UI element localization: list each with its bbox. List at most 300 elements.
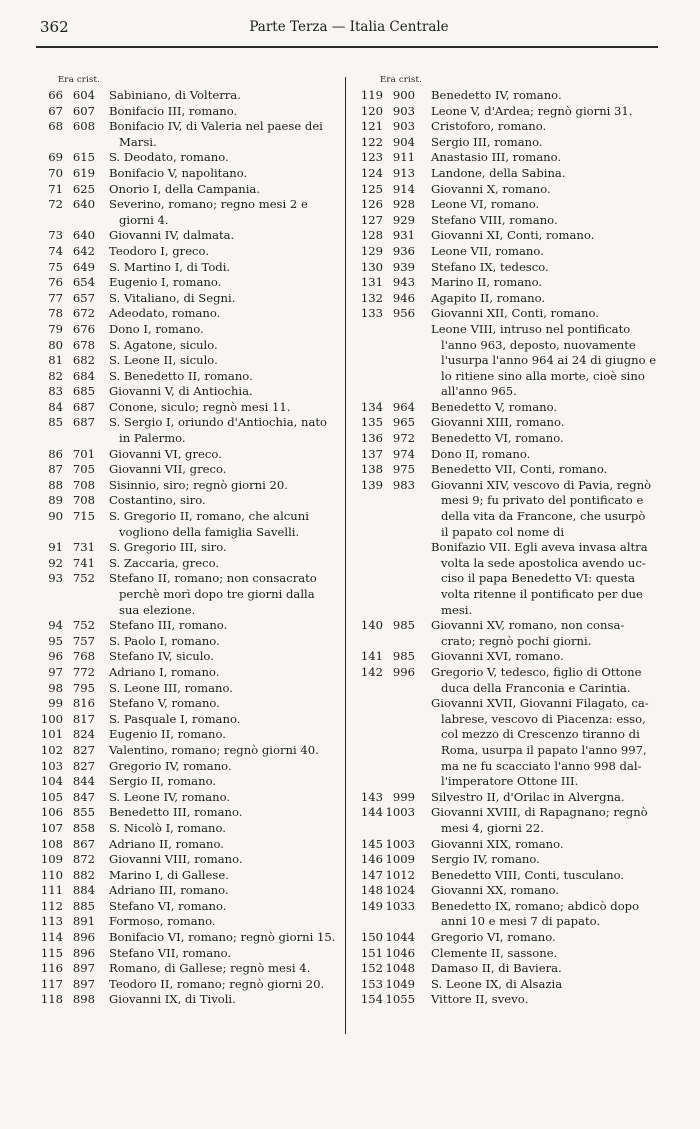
pope-number: 95 <box>48 633 63 648</box>
entry-text <box>431 275 661 291</box>
entry-text <box>431 447 661 463</box>
text-line: Giovanni XIII, romano. <box>431 415 565 430</box>
year: 687 <box>72 415 95 430</box>
year: 741 <box>72 555 95 570</box>
pope-entry <box>30 306 342 322</box>
pope-number: 84 <box>48 399 63 414</box>
pope-entry <box>30 618 342 634</box>
year: 1049 <box>385 976 415 991</box>
text-line: mesi 9; fu privato del pontificato e <box>441 493 644 508</box>
note-entry <box>356 540 661 618</box>
pope-entry <box>356 415 661 431</box>
entry-text <box>109 540 342 556</box>
year: 844 <box>72 774 95 789</box>
pope-entry <box>30 930 342 946</box>
right-column <box>356 74 661 1008</box>
text-line: Stefano III, romano. <box>109 618 228 633</box>
pope-number: 126 <box>360 197 383 212</box>
pope-entry <box>356 478 661 540</box>
pope-number: 80 <box>48 337 63 352</box>
pope-number: 102 <box>40 742 63 757</box>
year: 929 <box>392 212 415 227</box>
year: 640 <box>72 228 95 243</box>
text-line: Benedetto VI, romano. <box>431 431 564 446</box>
pope-number: 85 <box>48 415 63 430</box>
pope-number: 146 <box>360 852 383 867</box>
pope-number: 107 <box>40 820 63 835</box>
pope-entry <box>30 353 342 369</box>
text-line: lo ritiene sino alla morte, cioè sino <box>441 368 645 383</box>
pope-entry <box>30 914 342 930</box>
text-line: l'usurpa l'anno 964 ai 24 di giugno e <box>441 353 657 368</box>
pope-number: 134 <box>360 399 383 414</box>
text-line: S. Paolo I, romano. <box>109 633 220 648</box>
pope-entry <box>30 992 342 1008</box>
pope-entry <box>30 493 342 509</box>
entry-text <box>109 400 342 416</box>
text-line: Adriano III, romano. <box>109 883 229 898</box>
pope-entry <box>356 883 661 899</box>
pope-entry <box>356 135 661 151</box>
pope-entry <box>30 805 342 821</box>
pope-entry <box>30 649 342 665</box>
text-line: Stefano VI, romano. <box>109 898 227 913</box>
text-line: Teodoro II, romano; regnò giorni 20. <box>109 976 325 991</box>
text-line: S. Leone IV, romano. <box>109 789 231 804</box>
entry-text <box>109 369 342 385</box>
year: 1044 <box>385 930 415 945</box>
year: 824 <box>72 727 95 742</box>
pope-entry <box>30 182 342 198</box>
pope-entry <box>30 119 342 150</box>
entry-text <box>431 182 661 198</box>
entry-text <box>431 462 661 478</box>
year: 1033 <box>385 898 415 913</box>
entry-text <box>431 228 661 244</box>
text-line: Sisinnio, siro; regnò giorni 20. <box>109 477 288 492</box>
pope-number: 87 <box>48 462 63 477</box>
entry-text <box>431 135 661 151</box>
text-line: Giovanni XI, Conti, romano. <box>431 228 595 243</box>
text-line: S. Pasquale I, romano. <box>109 711 241 726</box>
pope-entry <box>30 556 342 572</box>
year: 975 <box>392 462 415 477</box>
text-line: Stefano VII, romano. <box>109 945 232 960</box>
pope-entry <box>356 119 661 135</box>
entry-text <box>431 104 661 120</box>
pope-number: 75 <box>48 259 63 274</box>
entry-text <box>109 774 342 790</box>
year: 964 <box>392 399 415 414</box>
text-line: Giovanni VII, greco. <box>109 462 227 477</box>
entry-text <box>109 306 342 322</box>
entry-text <box>109 571 342 618</box>
pope-number: 106 <box>40 805 63 820</box>
pope-entry <box>30 883 342 899</box>
pope-entry <box>30 291 342 307</box>
entry-text <box>109 681 342 697</box>
text-line: Adriano II, romano. <box>109 836 224 851</box>
entry-text <box>431 88 661 104</box>
pope-number: 105 <box>40 789 63 804</box>
pope-entry <box>30 759 342 775</box>
text-line: Giovanni XVII, Giovanni Filagato, ca- <box>431 696 649 711</box>
pope-number: 150 <box>360 930 383 945</box>
text-line: Giovanni XVIII, di Rapagnano; regnò <box>431 805 648 820</box>
year: 946 <box>392 290 415 305</box>
year: 956 <box>392 306 415 321</box>
text-line: S. Benedetto II, romano. <box>109 368 253 383</box>
pope-number: 129 <box>360 243 383 258</box>
entry-text <box>109 415 342 446</box>
pope-number: 67 <box>48 103 63 118</box>
pope-entry <box>356 182 661 198</box>
text-line: S. Nicolò I, romano. <box>109 820 226 835</box>
text-line: volta ritenne il pontificato per due <box>441 587 643 601</box>
text-line: Sergio II, romano. <box>109 774 217 789</box>
year: 900 <box>392 88 415 102</box>
pope-entry <box>356 961 661 977</box>
text-line: Landone, della Sabina. <box>431 165 566 180</box>
pope-number: 152 <box>360 961 383 976</box>
entry-text <box>431 540 661 618</box>
pope-number: 70 <box>48 165 63 180</box>
year: 615 <box>72 150 95 165</box>
entry-text <box>109 338 342 354</box>
text-line: Giovanni IV, dalmata. <box>109 228 235 243</box>
entry-text <box>109 275 342 291</box>
text-line: S. Martino I, di Todi. <box>109 259 231 274</box>
year: 847 <box>72 789 95 804</box>
pope-entry <box>30 743 342 759</box>
pope-number: 142 <box>360 664 383 679</box>
entry-text <box>109 197 342 228</box>
year: 708 <box>72 477 95 492</box>
pope-number: 148 <box>360 883 383 898</box>
text-line: Giovanni XVI, romano. <box>431 649 564 664</box>
year: 885 <box>72 898 95 913</box>
pope-entry <box>30 712 342 728</box>
text-line: Marino II, romano. <box>431 275 543 290</box>
entry-text <box>109 914 342 930</box>
text-line: Bonifacio IV, di Valeria nel paese dei <box>109 119 323 134</box>
text-line: il papato col nome di <box>441 524 565 539</box>
entry-text <box>109 353 342 369</box>
pope-number: 99 <box>48 696 63 711</box>
text-line: S. Vitaliano, di Segni. <box>109 290 236 305</box>
pope-number: 127 <box>360 212 383 227</box>
year: 649 <box>72 259 95 274</box>
pope-entry <box>356 228 661 244</box>
year: 913 <box>392 165 415 180</box>
pope-number: 118 <box>40 992 63 1007</box>
entry-text <box>431 852 661 868</box>
entry-text <box>109 899 342 915</box>
pope-number: 147 <box>360 867 383 882</box>
entry-text <box>109 291 342 307</box>
year: 936 <box>392 243 415 258</box>
text-line: giorni 4. <box>119 212 169 227</box>
pope-entry <box>30 322 342 338</box>
entry-text <box>109 478 342 494</box>
pope-entry <box>356 805 661 836</box>
text-line: Eugenio I, romano. <box>109 275 222 290</box>
pope-number: 73 <box>48 228 63 243</box>
pope-entry <box>356 275 661 291</box>
pope-entry <box>356 260 661 276</box>
text-line: Adeodato, romano. <box>109 306 221 321</box>
text-line: Onorio I, della Campania. <box>109 181 260 196</box>
year: 1012 <box>385 867 415 882</box>
running-title: Parte Terza — Italia Centrale <box>249 19 449 35</box>
pope-entry <box>30 540 342 556</box>
entry-text <box>109 712 342 728</box>
entry-text <box>109 634 342 650</box>
year: 972 <box>392 431 415 446</box>
text-line: Stefano V, romano. <box>109 696 220 711</box>
pope-entry <box>30 665 342 681</box>
pope-entry <box>356 837 661 853</box>
pope-number: 74 <box>48 243 63 258</box>
pope-number: 153 <box>360 976 383 991</box>
pope-entry <box>30 244 342 260</box>
text-line: Stefano IX, tedesco. <box>431 259 549 274</box>
text-line: S. Leone II, siculo. <box>109 353 218 368</box>
text-line: Costantino, siro. <box>109 493 206 508</box>
pope-entry <box>356 213 661 229</box>
entry-text <box>109 852 342 868</box>
entry-text <box>431 837 661 853</box>
pope-entry <box>30 369 342 385</box>
pope-number: 96 <box>48 649 63 664</box>
entry-text <box>109 493 342 509</box>
text-line: Benedetto VII, Conti, romano. <box>431 462 608 477</box>
year: 685 <box>72 384 95 399</box>
entry-text <box>431 400 661 416</box>
pope-number: 151 <box>360 945 383 960</box>
entry-text <box>431 649 661 665</box>
entry-text <box>431 166 661 182</box>
column-divider <box>345 77 346 1034</box>
entry-text <box>109 837 342 853</box>
note-entry <box>356 322 661 400</box>
pope-number: 133 <box>360 306 383 321</box>
pope-number: 92 <box>48 555 63 570</box>
pope-number: 68 <box>48 119 63 134</box>
entry-text <box>431 618 661 649</box>
pope-number: 115 <box>40 945 63 960</box>
year: 939 <box>392 259 415 274</box>
pope-number: 121 <box>360 119 383 134</box>
entry-text <box>431 868 661 884</box>
pope-entry <box>30 868 342 884</box>
entry-text <box>431 977 661 993</box>
pope-entry <box>30 260 342 276</box>
year: 914 <box>392 181 415 196</box>
text-line: Stefano II, romano; non consacrato <box>109 571 317 586</box>
pope-entry <box>356 665 661 696</box>
pope-entry <box>30 150 342 166</box>
pope-number: 137 <box>360 446 383 461</box>
year: 715 <box>72 509 95 524</box>
text-line: Giovanni V, di Antiochia. <box>109 384 253 399</box>
entry-text <box>109 946 342 962</box>
text-line: labrese, vescovo di Piacenza: esso, <box>441 711 646 726</box>
year: 996 <box>392 664 415 679</box>
text-line: Romano, di Gallese; regnò mesi 4. <box>109 961 311 976</box>
text-line: Leone VIII, intruso nel pontificato <box>431 321 631 336</box>
entry-text <box>109 88 342 104</box>
text-line: Silvestro II, d'Orilac in Alvergna. <box>431 789 625 804</box>
year: 672 <box>72 306 95 321</box>
pope-entry <box>356 447 661 463</box>
pope-number: 111 <box>40 883 63 898</box>
pope-entry <box>30 852 342 868</box>
pope-entry <box>356 150 661 166</box>
year: 657 <box>72 290 95 305</box>
pope-number: 119 <box>360 88 383 102</box>
page-number: 362 <box>40 18 69 36</box>
pope-entry <box>30 696 342 712</box>
pope-entry <box>356 868 661 884</box>
pope-entry <box>30 509 342 540</box>
pope-number: 135 <box>360 415 383 430</box>
text-line: S. Leone III, romano. <box>109 680 233 695</box>
pope-number: 113 <box>40 914 63 929</box>
pope-number: 100 <box>40 711 63 726</box>
entry-text <box>431 431 661 447</box>
year: 772 <box>72 664 95 679</box>
pope-entry <box>30 774 342 790</box>
pope-entry <box>356 462 661 478</box>
text-line: mesi. <box>441 602 473 617</box>
text-line: S. Gregorio III, siro. <box>109 540 227 555</box>
text-line: Stefano IV, siculo. <box>109 649 214 664</box>
text-line: Conone, siculo; regnò mesi 11. <box>109 399 291 414</box>
text-line: l'anno 963, deposto, nuovamente <box>441 337 636 352</box>
pope-number: 78 <box>48 306 63 321</box>
entry-text <box>109 166 342 182</box>
entry-text <box>431 665 661 696</box>
entry-text <box>431 805 661 836</box>
year: 898 <box>72 992 95 1007</box>
pope-number: 108 <box>40 836 63 851</box>
year: 608 <box>72 119 95 134</box>
pope-number: 149 <box>360 898 383 913</box>
entry-text <box>109 260 342 276</box>
entry-text <box>431 961 661 977</box>
pope-entry <box>356 431 661 447</box>
pope-entry <box>356 992 661 1008</box>
entry-text <box>431 883 661 899</box>
pope-number: 120 <box>360 103 383 118</box>
year: 858 <box>72 820 95 835</box>
pope-number: 79 <box>48 321 63 336</box>
pope-entry <box>30 197 342 228</box>
year: 604 <box>72 88 95 102</box>
pope-entry <box>30 946 342 962</box>
pope-number: 130 <box>360 259 383 274</box>
entry-text <box>431 478 661 540</box>
text-line: Marino I, di Gallese. <box>109 867 229 882</box>
entry-text <box>431 415 661 431</box>
pope-number: 117 <box>40 976 63 991</box>
pope-entry <box>30 961 342 977</box>
year: 687 <box>72 399 95 414</box>
year: 731 <box>72 540 95 555</box>
entry-text <box>109 930 342 946</box>
text-line: col mezzo di Crescenzo tiranno di <box>441 727 640 742</box>
year: 1048 <box>385 961 415 976</box>
entry-text <box>109 977 342 993</box>
text-line: duca della Franconia e Carintia. <box>441 680 631 695</box>
text-line: Dono II, romano. <box>431 446 531 461</box>
pope-entry <box>356 852 661 868</box>
entry-text <box>431 244 661 260</box>
entry-text <box>109 665 342 681</box>
entry-text <box>109 727 342 743</box>
year: 827 <box>72 742 95 757</box>
year: 903 <box>392 103 415 118</box>
year: 708 <box>72 493 95 508</box>
pope-number: 123 <box>360 150 383 165</box>
pope-entry <box>356 244 661 260</box>
year: 872 <box>72 852 95 867</box>
text-line: Giovanni XIX, romano. <box>431 836 564 851</box>
text-line: Benedetto V, romano. <box>431 399 558 414</box>
pope-entry <box>30 88 342 104</box>
text-line: Giovanni XIV, vescovo di Pavia, regnò <box>431 477 652 492</box>
text-line: Adriano I, romano. <box>109 664 220 679</box>
pope-entry <box>356 946 661 962</box>
text-line: Sergio III, romano. <box>431 134 543 149</box>
text-line: anni 10 e mesi 7 di papato. <box>441 914 601 929</box>
year: 684 <box>72 368 95 383</box>
pope-number: 94 <box>48 618 63 633</box>
entry-text <box>109 119 342 150</box>
pope-number: 71 <box>48 181 63 196</box>
entry-text <box>109 104 342 120</box>
year: 1009 <box>385 852 415 867</box>
pope-entry <box>30 447 342 463</box>
pope-number: 72 <box>48 197 63 212</box>
pope-number: 116 <box>40 961 63 976</box>
year: 974 <box>392 446 415 461</box>
text-line: Sabiniano, di Volterra. <box>109 88 241 102</box>
pope-entry <box>30 338 342 354</box>
text-line: Leone VII, romano. <box>431 243 544 258</box>
text-line: Valentino, romano; regnò giorni 40. <box>109 742 319 757</box>
year: 999 <box>392 789 415 804</box>
pope-number: 144 <box>360 805 383 820</box>
pope-number: 138 <box>360 462 383 477</box>
left-column <box>30 74 342 1008</box>
year: 867 <box>72 836 95 851</box>
text-line: Bonifazio VII. Egli aveva invasa altra <box>431 540 648 555</box>
entry-text <box>431 930 661 946</box>
text-line: Roma, usurpa il papato l'anno 997, <box>441 742 647 757</box>
pope-entry <box>30 681 342 697</box>
pope-number: 104 <box>40 774 63 789</box>
entry-text <box>109 182 342 198</box>
pope-entry <box>30 727 342 743</box>
year: 903 <box>392 119 415 134</box>
pope-number: 76 <box>48 275 63 290</box>
year: 904 <box>392 134 415 149</box>
pope-number: 91 <box>48 540 63 555</box>
pope-number: 66 <box>48 88 63 102</box>
text-line: Benedetto IV, romano. <box>431 88 562 102</box>
